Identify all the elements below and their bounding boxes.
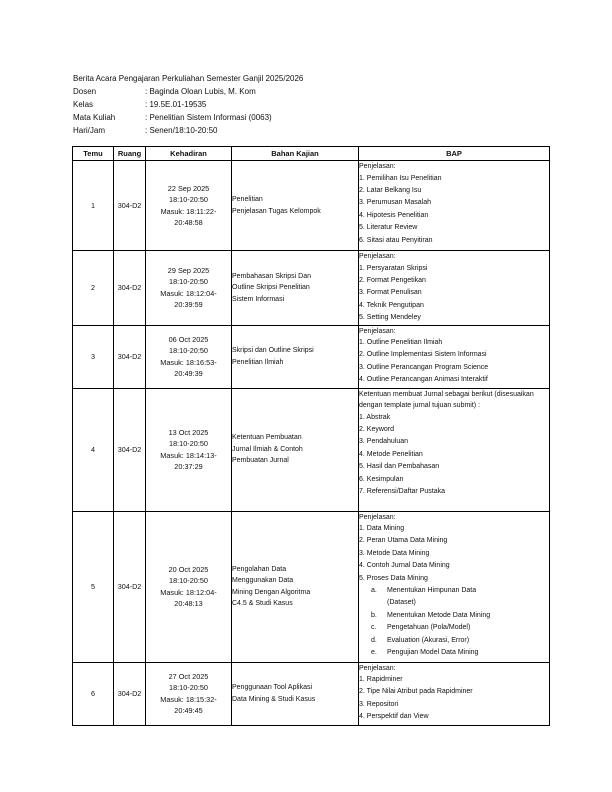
bap-sub-item <box>359 635 549 647</box>
cell-temu: 6 <box>73 662 114 725</box>
attendance-check-out: 20:48:58 <box>174 218 203 227</box>
bap-item: 1. Pemilihan Isu Penelitian <box>359 174 442 182</box>
cell-temu: 3 <box>73 325 114 388</box>
attendance-check-out: 20:49:39 <box>174 369 203 379</box>
attendance-schedule: 18:10-20:50 <box>169 683 208 693</box>
bap-item: 5. Literatur Review <box>359 224 418 232</box>
attendance-date: 29 Sep 2025 <box>167 265 210 275</box>
column-header-bap: BAP <box>359 147 550 161</box>
cell-bap <box>359 662 550 725</box>
bap-item: 2. Outline Implementasi Sistem Informasi <box>359 351 487 359</box>
bap-sub-continuation: (Dataset) <box>387 599 416 607</box>
cell-ruang: 304-D2 <box>114 325 146 388</box>
bap-item: 4. Perspektif dan View <box>359 713 429 721</box>
bap-item: 2. Tipe Nilai Atribut pada Rapidminer <box>359 688 473 696</box>
attendance-schedule: 18:10-20:50 <box>169 277 208 287</box>
bap-sub-text: Pengetahuan (Pola/Model) <box>387 624 471 632</box>
bap-sub-text: Pengujian Model Data Mining <box>387 649 479 657</box>
bap-intro: Penjelasan: <box>359 163 396 170</box>
cell-bap <box>359 388 550 511</box>
bap-sub-item <box>359 610 549 622</box>
attendance-schedule: 18:10-20:50 <box>169 195 208 204</box>
bap-item: 4. Contoh Jurnal Data Mining <box>359 562 450 570</box>
attendance-check-out: 20:49:45 <box>174 706 203 716</box>
bahan-kajian-text: Pembahasan Skripsi Dan Outline Skripsi Penelitian Sistem Informasi <box>232 272 311 303</box>
cell-bap <box>359 325 550 388</box>
cell-bahan-kajian <box>232 161 359 251</box>
bap-intro: Penjelasan: <box>359 253 396 260</box>
cell-kehadiran <box>146 388 232 511</box>
attendance-date: 13 Oct 2025 <box>168 427 209 437</box>
bap-item: 4. Teknik Pengutipan <box>359 301 424 309</box>
bahan-kajian-text: Penggunaan Tool Aplikasi Data Mining & Studi Kasus <box>232 684 316 703</box>
attendance-date: 22 Sep 2025 <box>167 183 210 193</box>
attendance-check-out: 20:37:29 <box>174 462 203 472</box>
attendance-check-in: Masuk: 18:11:22- <box>160 206 217 216</box>
bap-intro: Penjelasan: <box>359 327 396 335</box>
bap-item: 1. Rapidminer <box>359 676 403 684</box>
bap-sub-letter: e. <box>371 649 377 657</box>
bap-item: 3. Outline Perancangan Program Science <box>359 363 489 371</box>
bap-item: 2. Keyword <box>359 425 395 433</box>
column-header-ruang: Ruang <box>114 147 146 161</box>
cell-ruang: 304-D2 <box>114 662 146 725</box>
header-row-dosen <box>73 85 303 98</box>
bap-intro: Ketentuan membuat Jurnal sebagai berikut (disesuaikan dengan template jurnal tujuan submit) : <box>359 390 534 410</box>
column-header-bahan-kajian: Bahan Kajian <box>232 147 359 161</box>
table-row <box>73 388 550 511</box>
header-label: Hari/Jam <box>73 126 106 135</box>
header-value: : Penelitian Sistem Informasi (0063) <box>145 113 272 122</box>
attendance-check-out: 20:48:13 <box>174 599 203 609</box>
attendance-check-out: 20:39:59 <box>174 300 203 310</box>
attendance-date: 20 Oct 2025 <box>168 564 209 574</box>
cell-kehadiran <box>146 662 232 725</box>
bahan-kajian-text: Skripsi dan Outline Skripsi Penelitian Ilmiah <box>232 347 314 366</box>
bap-item: 1. Outline Penelitian Ilmiah <box>359 339 443 347</box>
bap-sub-text: Menentukan Metode Data Mining <box>387 611 491 619</box>
bahan-kajian-text: Penelitian Penjelasan Tugas Kelompok <box>232 196 321 215</box>
bap-item: 4. Metode Penelitian <box>359 450 423 458</box>
attendance-schedule: 18:10-20:50 <box>169 576 208 586</box>
attendance-check-in: Masuk: 18:15:32- <box>160 694 217 704</box>
table-row <box>73 662 550 725</box>
header-value: : Senen/18:10-20:50 <box>145 126 218 135</box>
column-header-temu: Temu <box>73 147 114 161</box>
attendance-check-in: Masuk: 18:16:53- <box>160 357 217 367</box>
bahan-kajian-text: Ketentuan Pembuatan Jurnal Ilmiah & Contoh Pembuatan Jurnal <box>232 434 303 465</box>
cell-bahan-kajian <box>232 511 359 662</box>
bap-item: 1. Persyaratan Skripsi <box>359 264 428 272</box>
header-value: : Baginda Oloan Lubis, M. Kom <box>145 87 256 96</box>
table-header-row <box>73 147 550 161</box>
cell-bahan-kajian <box>232 251 359 326</box>
bap-item: 3. Perumusan Masalah <box>359 199 431 207</box>
cell-bahan-kajian <box>232 388 359 511</box>
bap-item: 1. Data Mining <box>359 525 405 533</box>
attendance-check-in: Masuk: 18:12:04- <box>160 587 217 597</box>
bap-item: 4. Hipotesis Penelitian <box>359 211 429 219</box>
cell-bap <box>359 511 550 662</box>
header-label: Mata Kuliah <box>73 113 116 122</box>
header-row-hari-jam <box>73 124 303 137</box>
bap-item: 5. Hasil dan Pembahasan <box>359 463 440 471</box>
bap-sub-item <box>359 585 549 597</box>
bap-item: 2. Latar Belkang Isu <box>359 186 422 194</box>
bap-item: 6. Kesimpulan <box>359 475 404 483</box>
bap-item: 3. Repositori <box>359 700 399 708</box>
bap-sub-letter: b. <box>371 611 377 619</box>
bap-sub-letter: d. <box>371 636 377 644</box>
cell-temu: 2 <box>73 251 114 326</box>
cell-bap <box>359 161 550 251</box>
header-label: Dosen <box>73 87 97 96</box>
bap-item: 2. Peran Utama Data Mining <box>359 537 448 545</box>
table-row <box>73 161 550 251</box>
cell-temu: 1 <box>73 161 114 251</box>
bap-sub-item <box>359 647 549 659</box>
table-row <box>73 325 550 388</box>
bap-item: 5. Proses Data Mining <box>359 574 428 582</box>
bap-item: 1. Abstrak <box>359 413 391 421</box>
bap-item: 3. Metode Data Mining <box>359 549 430 557</box>
bap-table <box>72 146 550 726</box>
header-label: Kelas <box>73 100 94 109</box>
document-title: Berita Acara Pengajaran Perkuliahan Semester Ganjil 2025/2026 <box>73 74 304 83</box>
attendance-check-in: Masuk: 18:12:04- <box>160 288 217 298</box>
header-row-kelas <box>73 98 303 111</box>
cell-kehadiran <box>146 325 232 388</box>
cell-ruang: 304-D2 <box>114 388 146 511</box>
column-header-kehadiran: Kehadiran <box>146 147 232 161</box>
bap-intro: Penjelasan: <box>359 513 396 521</box>
attendance-check-in: Masuk: 18:14:13- <box>160 450 217 460</box>
cell-bap <box>359 251 550 326</box>
document-header <box>73 72 303 137</box>
bap-item: 5. Setting Mendeley <box>359 314 421 322</box>
bap-item: 6. Sitasi atau Penyitiran <box>359 236 433 244</box>
attendance-date: 06 Oct 2025 <box>168 334 209 344</box>
table-row <box>73 511 550 662</box>
bap-item: 2. Format Pengetikan <box>359 276 426 284</box>
bahan-kajian-text: Pengolahan Data Menggunakan Data Mining Dengan Algoritma C4.5 & Studi Kasus <box>232 565 311 608</box>
cell-bahan-kajian <box>232 325 359 388</box>
bap-item: 3. Pendahuluan <box>359 438 409 446</box>
attendance-schedule: 18:10-20:50 <box>169 439 208 449</box>
attendance-schedule: 18:10-20:50 <box>169 346 208 356</box>
bap-intro: Penjelasan: <box>359 664 396 672</box>
cell-temu: 5 <box>73 511 114 662</box>
cell-temu: 4 <box>73 388 114 511</box>
table-row <box>73 251 550 326</box>
bap-table-header <box>73 147 550 161</box>
bap-item: 3. Format Penulisan <box>359 289 422 297</box>
cell-ruang: 304-D2 <box>114 161 146 251</box>
bap-sub-item <box>359 622 549 634</box>
bap-table-body <box>73 161 550 726</box>
cell-bahan-kajian <box>232 662 359 725</box>
bap-sub-text: Evaluation (Akurasi, Error) <box>387 636 470 644</box>
header-value: : 19.5E.01-19535 <box>145 100 207 109</box>
bap-sub-text: Menentukan Himpunan Data <box>387 587 477 595</box>
attendance-date: 27 Oct 2025 <box>168 671 209 681</box>
cell-kehadiran <box>146 511 232 662</box>
bap-item: 4. Outline Perancangan Animasi Interaktif <box>359 376 488 384</box>
bap-item: 7. Referensi/Daftar Pustaka <box>359 487 445 495</box>
cell-kehadiran <box>146 251 232 326</box>
cell-ruang: 304-D2 <box>114 511 146 662</box>
bap-sub-letter: c. <box>371 624 377 632</box>
header-row-mata-kuliah <box>73 111 303 124</box>
bap-sub-letter: a. <box>371 587 377 595</box>
cell-ruang: 304-D2 <box>114 251 146 326</box>
cell-kehadiran <box>146 161 232 251</box>
